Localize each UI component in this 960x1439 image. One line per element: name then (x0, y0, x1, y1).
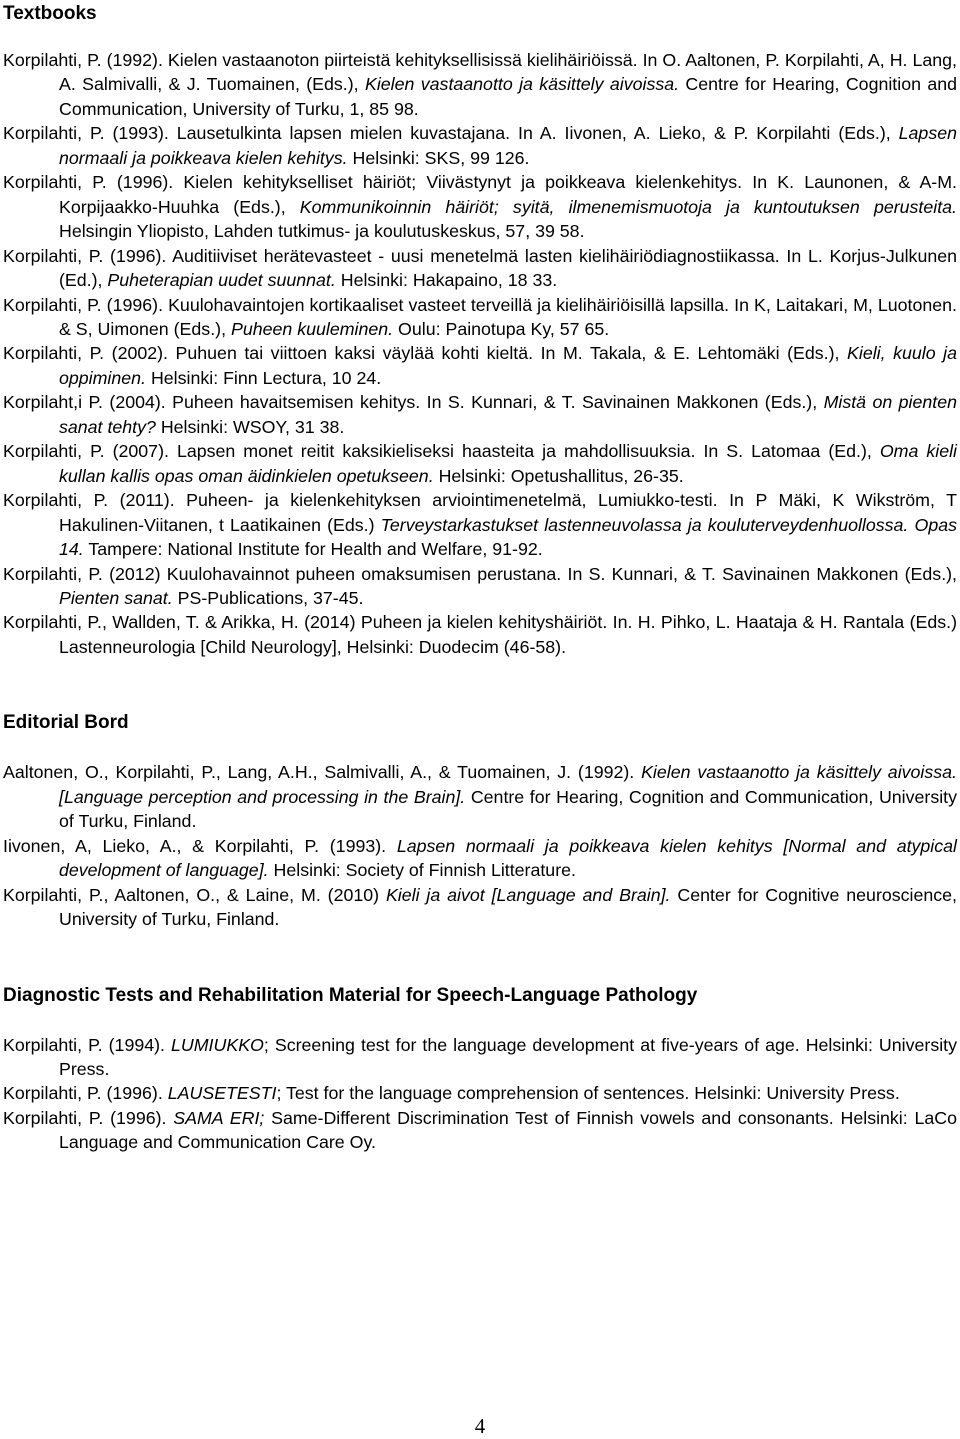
reference-text: Helsinki: Opetushallitus, 26-35. (433, 465, 684, 486)
reference-entry (3, 1106, 957, 1155)
reference-text: Korpilahti, P. (2002). Puhuen tai viittoen kaksi väylää kohti kieltä. In M. Takala, & E. Lehtomäki (Eds.), (3, 343, 848, 364)
reference-text: Korpilahti, P. (2007). Lapsen monet reitit kaksikieliseksi haasteita ja mahdollisuuksia. In S. Latomaa (Ed.), (3, 441, 880, 462)
reference-title: Kieli ja aivot [Language and Brain]. (385, 884, 671, 905)
reference-title: Kielen vastaanotto ja käsittely aivoissa. [Language perception and processing in the Brain]. (59, 762, 957, 807)
reference-entry (3, 1033, 957, 1082)
reference-title: LUMIUKKO (171, 1034, 264, 1055)
section-heading-editorial-board: Editorial Bord (3, 712, 129, 734)
reference-text: Korpilahti, P. (2012) Kuulohavainnot puheen omaksumisen perustana. In S. Kunnari, & T. Savinainen Makkonen (Eds.), (3, 563, 957, 584)
reference-entry (3, 834, 957, 883)
reference-text: Korpilahti, P. (1994). (3, 1034, 172, 1055)
reference-text: ; Test for the language comprehension of sentences. Helsinki: University Press. (276, 1083, 900, 1104)
reference-entry (3, 170, 957, 243)
reference-text: Aaltonen, O., Korpilahti, P., Lang, A.H., Salmivalli, A., & Tuomainen, J. (1992). (3, 762, 642, 783)
reference-text: PS-Publications, 37-45. (172, 587, 364, 608)
reference-text: Same-Different Discrimination Test of Finnish vowels and consonants. Helsinki: LaCo Language and Communication Care Oy. (59, 1107, 957, 1153)
reference-text: Oulu: Painotupa Ky, 57 65. (393, 318, 610, 339)
section-heading-diagnostic-tests: Diagnostic Tests and Rehabilitation Material for Speech-Language Pathology (3, 984, 698, 1006)
reference-title: SAMA ERI; (173, 1107, 265, 1128)
reference-text: Helsingin Yliopisto, Lahden tutkimus- ja koulutuskeskus, 57, 39 58. (59, 221, 585, 242)
reference-title: Oma kieli kullan kallis opas oman äidinkielen opetukseen. (59, 441, 957, 486)
section-heading-textbooks: Textbooks (3, 3, 97, 24)
reference-title: Terveystarkastukset lastenneuvolassa ja kouluterveydenhuollossa. Opas 14. (59, 514, 957, 560)
reference-text: Korpilahti, P. (1996). (3, 1083, 168, 1104)
reference-title: Lapsen normaali ja poikkeava kielen kehitys. (59, 123, 957, 168)
reference-text: Korpilahti, P. (1996). (3, 1107, 174, 1128)
reference-title: Lapsen normaali ja poikkeava kielen kehitys [Normal and atypical development of language]. (59, 835, 957, 881)
reference-text: Korpilahti, P. (1996). Auditiiviset herätevasteet - uusi menetelmä lasten kielihäiriödiagnostiikassa. In L. Korjus-Julkunen (Ed.), (3, 245, 957, 291)
reference-entry (3, 1081, 957, 1105)
reference-text: Center for Cognitive neuroscience, University of Turku, Finland. (59, 884, 957, 930)
reference-text: Korpilahti, P., Wallden, T. & Arikka, H. (2014) Puheen ja kielen kehityshäiriöt. In. H. Pihko, L. Haataja & H. Rantala (Eds.) Lastenneurologia [Child Neurology], Helsinki: Duodecim (46-58). (3, 612, 957, 657)
reference-text: Iivonen, A, Lieko, A., & Korpilahti, P. (1993). (3, 835, 397, 856)
reference-entry (3, 244, 957, 293)
reference-text: Centre for Hearing, Cognition and Communication, University of Turku, Finland. (59, 786, 957, 832)
reference-title: Mistä on pienten sanat tehty? (59, 392, 958, 437)
reference-title: Puheen kuuleminen. (230, 318, 394, 339)
reference-text: Tampere: National Institute for Health and Welfare, 91-92. (83, 539, 543, 560)
reference-text: Korpilaht,i P. (2004). Puheen havaitsemisen kehitys. In S. Kunnari, & T. Savinainen Makkonen (Eds.), (3, 392, 824, 413)
reference-text: Helsinki: Hakapaino, 18 33. (335, 270, 558, 291)
page-number: 4 (474, 1414, 486, 1438)
reference-text: ; Screening test for the language development at five-years of age. Helsinki: University Press. (59, 1034, 957, 1079)
reference-list-diagnostic-tests (3, 1033, 957, 1155)
reference-entry (3, 293, 957, 342)
reference-entry (3, 610, 957, 659)
reference-entry (3, 341, 957, 390)
reference-entry (3, 760, 957, 833)
reference-list-editorial-board (3, 760, 957, 931)
reference-text: Helsinki: SKS, 99 126. (347, 147, 530, 168)
reference-entry (3, 390, 957, 439)
reference-text: Helsinki: WSOY, 31 38. (155, 416, 345, 437)
reference-title: Kommunikoinnin häiriöt; syitä, ilmenemismuotoja ja kuntoutuksen perusteita. (299, 196, 957, 217)
reference-title: LAUSETESTI (167, 1083, 277, 1104)
reference-entry (3, 48, 957, 121)
reference-text: Helsinki: Finn Lectura, 10 24. (146, 367, 382, 388)
reference-entry (3, 121, 957, 170)
reference-title: Pienten sanat. (59, 587, 173, 608)
reference-entry (3, 562, 957, 611)
reference-text: Korpilahti, P. (2011). Puheen- ja kielenkehityksen arviointimenetelmä, Lumiukko-testi. In P Mäki, K Wikström, T Hakulinen-Viitanen, t Laatikainen (Eds.) (3, 490, 957, 535)
reference-text: Centre for Hearing, Cognition and Communication, University of Turku, 1, 85 98. (59, 74, 957, 119)
reference-entry (3, 439, 957, 488)
reference-text: Korpilahti, P. (1992). Kielen vastaanoton piirteistä kehityksellisissä kielihäiriöissä. In O. Aaltonen, P. Korpilahti, A, H. Lang, A. Salmivalli, & J. Tuomainen, (Eds.), (3, 50, 957, 95)
reference-entry (3, 488, 957, 561)
reference-text: Helsinki: Society of Finnish Litterature. (268, 860, 576, 881)
reference-title: Kielen vastaanotto ja käsittely aivoissa. (364, 74, 680, 95)
reference-title: Puheterapian uudet suunnat. (107, 270, 336, 291)
reference-text: Korpilahti, P. (1993). Lausetulkinta lapsen mielen kuvastajana. In A. Iivonen, A. Lieko, & P. Korpilahti (Eds.), (3, 123, 899, 144)
reference-text: Korpilahti, P. (1996). Kielen kehitykselliset häiriöt; Viivästynyt ja poikkeava kielenkehitys. In K. Launonen, & A-M. Korpijaakko-Huuhka (Eds.), (3, 172, 957, 217)
reference-text: Korpilahti, P. (1996). Kuulohavaintojen kortikaaliset vasteet terveillä ja kielihäiriöisillä lapsilla. In K, Laitakari, M, Luotonen. & S, Uimonen (Eds.), (3, 294, 957, 339)
reference-entry (3, 883, 957, 932)
reference-title: Kieli, kuulo ja oppiminen. (59, 343, 957, 388)
reference-list-textbooks (3, 48, 957, 659)
reference-text: Korpilahti, P., Aaltonen, O., & Laine, M. (2010) (3, 884, 386, 905)
document-page (3, 0, 957, 1155)
